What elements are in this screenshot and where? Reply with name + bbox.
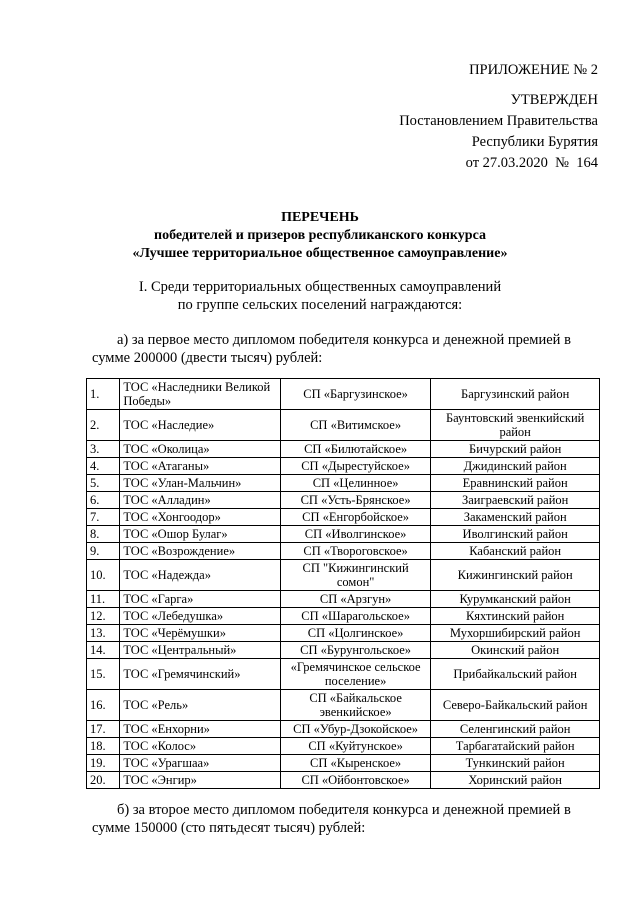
- table-row: [87, 721, 600, 738]
- district-name: Джидинский район: [431, 458, 600, 475]
- tos-name: ТОС «Гарга»: [120, 591, 281, 608]
- row-number: 8.: [87, 526, 120, 543]
- district-name: Курумканский район: [431, 591, 600, 608]
- table-row: [87, 772, 600, 789]
- section-line: по группе сельских поселений награждаются:: [177, 297, 463, 313]
- table-row: [87, 492, 600, 509]
- table-row: [87, 379, 600, 410]
- district-name: Еравнинский район: [431, 475, 600, 492]
- row-number: 17.: [87, 721, 120, 738]
- table-row: [87, 543, 600, 560]
- district-name: Кяхтинский район: [431, 608, 600, 625]
- table-row: [87, 410, 600, 441]
- settlement-name: СП «Витимское»: [280, 410, 430, 441]
- district-name: Мухоршибирский район: [431, 625, 600, 642]
- row-number: 11.: [87, 591, 120, 608]
- settlement-name: СП «Иволгинское»: [280, 526, 430, 543]
- table-row: [87, 625, 600, 642]
- district-name: Прибайкальский район: [431, 659, 600, 690]
- settlement-name: СП «Твороговское»: [280, 543, 430, 560]
- district-name: Заиграевский район: [431, 492, 600, 509]
- settlement-name: СП «Шарагольское»: [280, 608, 430, 625]
- tos-name: ТОС «Лебедушка»: [120, 608, 281, 625]
- settlement-name: СП «Цолгинское»: [280, 625, 430, 642]
- tos-name: ТОС «Центральный»: [120, 642, 281, 659]
- tos-name: ТОС «Гремячинский»: [120, 659, 281, 690]
- settlement-name: СП «Бурунгольское»: [280, 642, 430, 659]
- table-row: [87, 642, 600, 659]
- tos-name: ТОС «Колос»: [120, 738, 281, 755]
- resolution-date-number: от 27.03.2020 № 164: [465, 155, 598, 171]
- resolution-line: Постановлением Правительства: [399, 113, 598, 129]
- row-number: 19.: [87, 755, 120, 772]
- table-row: [87, 690, 600, 721]
- tos-name: ТОС «Надежда»: [120, 560, 281, 591]
- settlement-name: «Гремячинское сельское поселение»: [280, 659, 430, 690]
- row-number: 4.: [87, 458, 120, 475]
- row-number: 20.: [87, 772, 120, 789]
- table-row: [87, 755, 600, 772]
- row-number: 1.: [87, 379, 120, 410]
- table-row: [87, 458, 600, 475]
- approval-block: [399, 90, 598, 174]
- tos-name: ТОС «Улан-Мальчин»: [120, 475, 281, 492]
- table-row: [87, 659, 600, 690]
- tos-name: ТОС «Возрождение»: [120, 543, 281, 560]
- document-title: [0, 209, 640, 263]
- settlement-name: СП «Убур-Дзокойское»: [280, 721, 430, 738]
- row-number: 12.: [87, 608, 120, 625]
- table-row: [87, 509, 600, 526]
- district-name: Селенгинский район: [431, 721, 600, 738]
- tos-name: ТОС «Хонгоодор»: [120, 509, 281, 526]
- table-row: [87, 526, 600, 543]
- paragraph-first-place: а) за первое место дипломом победителя конкурса и денежной премией в сумме 200000 (двести тысяч) рублей:: [92, 332, 571, 366]
- approved-label: УТВЕРЖДЕН: [510, 92, 598, 108]
- settlement-name: СП «Усть-Брянское»: [280, 492, 430, 509]
- district-name: Закаменский район: [431, 509, 600, 526]
- table-row: [87, 608, 600, 625]
- row-number: 9.: [87, 543, 120, 560]
- appendix-number: ПРИЛОЖЕНИЕ № 2: [469, 62, 598, 78]
- row-number: 6.: [87, 492, 120, 509]
- district-name: Хоринский район: [431, 772, 600, 789]
- row-number: 16.: [87, 690, 120, 721]
- winners-table: [86, 378, 600, 789]
- district-name: Баргузинский район: [431, 379, 600, 410]
- table-row: [87, 591, 600, 608]
- table-row: [87, 738, 600, 755]
- settlement-name: СП «Билютайское»: [280, 441, 430, 458]
- table-row: [87, 441, 600, 458]
- tos-name: ТОС «Енхорни»: [120, 721, 281, 738]
- row-number: 14.: [87, 642, 120, 659]
- district-name: Кижингинский район: [431, 560, 600, 591]
- tos-name: ТОС «Энгир»: [120, 772, 281, 789]
- appendix-label: [469, 60, 598, 81]
- section-heading: [0, 278, 640, 314]
- tos-name: ТОС «Наследники Великой Победы»: [120, 379, 281, 410]
- resolution-line: Республики Бурятия: [471, 134, 598, 150]
- tos-name: ТОС «Атаганы»: [120, 458, 281, 475]
- settlement-name: СП «Ойбонтовское»: [280, 772, 430, 789]
- settlement-name: СП «Енгорбойское»: [280, 509, 430, 526]
- table-row: [87, 475, 600, 492]
- settlement-name: СП «Дырестуйское»: [280, 458, 430, 475]
- tos-name: ТОС «Рель»: [120, 690, 281, 721]
- row-number: 18.: [87, 738, 120, 755]
- row-number: 7.: [87, 509, 120, 526]
- row-number: 13.: [87, 625, 120, 642]
- settlement-name: СП "Кижингинский сомон": [280, 560, 430, 591]
- tos-name: ТОС «Алладин»: [120, 492, 281, 509]
- winners-table-body: [87, 379, 600, 789]
- title-line: «Лучшее территориальное общественное самоуправление»: [132, 246, 508, 261]
- tos-name: ТОС «Урагшаа»: [120, 755, 281, 772]
- paragraph-second-place: б) за второе место дипломом победителя конкурса и денежной премией в сумме 150000 (сто пятьдесят тысяч) рублей:: [92, 802, 571, 836]
- district-name: Тарбагатайский район: [431, 738, 600, 755]
- district-name: Бичурский район: [431, 441, 600, 458]
- table-row: [87, 560, 600, 591]
- title-line: победителей и призеров республиканского конкурса: [154, 228, 486, 243]
- tos-name: ТОС «Околица»: [120, 441, 281, 458]
- settlement-name: СП «Кыренское»: [280, 755, 430, 772]
- district-name: Кабанский район: [431, 543, 600, 560]
- district-name: Северо-Байкальский район: [431, 690, 600, 721]
- row-number: 10.: [87, 560, 120, 591]
- title-line: ПЕРЕЧЕНЬ: [281, 210, 359, 225]
- district-name: Окинский район: [431, 642, 600, 659]
- tos-name: ТОС «Черёмушки»: [120, 625, 281, 642]
- tos-name: ТОС «Ошор Булаг»: [120, 526, 281, 543]
- row-number: 5.: [87, 475, 120, 492]
- settlement-name: СП «Байкальское эвенкийское»: [280, 690, 430, 721]
- tos-name: ТОС «Наследие»: [120, 410, 281, 441]
- row-number: 3.: [87, 441, 120, 458]
- settlement-name: СП «Арзгун»: [280, 591, 430, 608]
- settlement-name: СП «Баргузинское»: [280, 379, 430, 410]
- settlement-name: СП «Целинное»: [280, 475, 430, 492]
- section-line: I. Среди территориальных общественных самоуправлений: [138, 279, 502, 295]
- district-name: Иволгинский район: [431, 526, 600, 543]
- district-name: Баунтовский эвенкийский район: [431, 410, 600, 441]
- district-name: Тункинский район: [431, 755, 600, 772]
- row-number: 2.: [87, 410, 120, 441]
- row-number: 15.: [87, 659, 120, 690]
- settlement-name: СП «Куйтунское»: [280, 738, 430, 755]
